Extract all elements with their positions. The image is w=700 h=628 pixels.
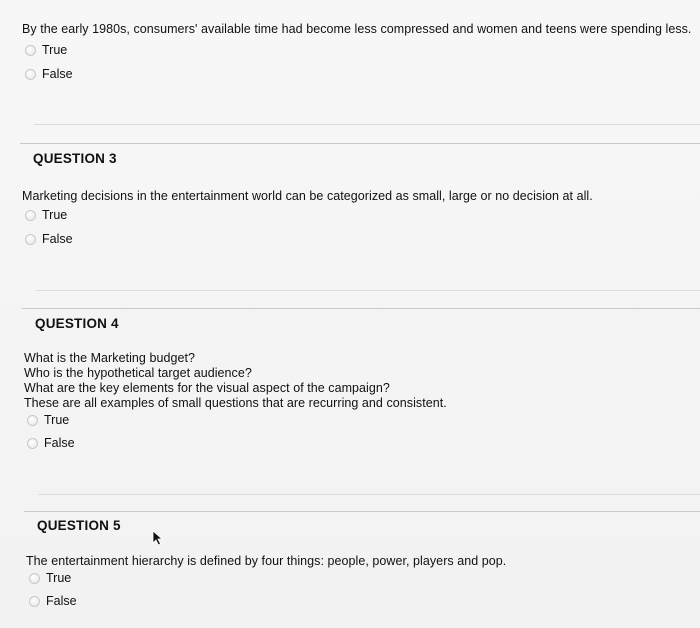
question-4-option-true[interactable]	[27, 413, 69, 427]
question-4-option-false[interactable]	[27, 436, 75, 450]
question-divider	[24, 511, 700, 512]
question-5-header: QUESTION 5	[37, 518, 121, 533]
option-label: False	[46, 594, 77, 608]
option-label: True	[42, 208, 68, 222]
question-divider	[36, 290, 700, 291]
question-5-option-true[interactable]	[29, 571, 71, 585]
radio-button-icon[interactable]	[25, 45, 36, 56]
question-5-text: The entertainment hierarchy is defined by four things: people, power, players and pop.	[26, 554, 507, 568]
option-label: True	[42, 43, 68, 57]
radio-button-icon[interactable]	[29, 573, 40, 584]
radio-button-icon[interactable]	[27, 415, 38, 426]
question-4-text	[24, 351, 694, 411]
question-4-header: QUESTION 4	[35, 316, 119, 331]
option-label: False	[42, 67, 73, 81]
question-divider	[34, 124, 700, 125]
question-4-line: These are all examples of small questions that are recurring and consistent.	[24, 396, 447, 410]
option-label: False	[42, 232, 73, 246]
question-3-option-true[interactable]	[25, 208, 67, 222]
question-2-text: By the early 1980s, consumers' available time had become less compressed and women and teens were spending less.	[22, 22, 692, 36]
radio-button-icon[interactable]	[29, 596, 40, 607]
question-divider	[20, 143, 700, 144]
option-label: True	[44, 413, 70, 427]
question-4-line: Who is the hypothetical target audience?	[24, 366, 252, 380]
option-label: True	[46, 571, 72, 585]
question-3-header: QUESTION 3	[33, 151, 117, 166]
question-divider	[22, 308, 700, 309]
radio-button-icon[interactable]	[25, 69, 36, 80]
mouse-cursor-icon	[150, 530, 164, 546]
question-4-line: What is the Marketing budget?	[24, 351, 195, 365]
question-2-option-true[interactable]	[25, 43, 67, 57]
question-2-option-false[interactable]	[25, 67, 73, 81]
radio-button-icon[interactable]	[27, 438, 38, 449]
question-3-text: Marketing decisions in the entertainment world can be categorized as small, large or no decision at all.	[22, 189, 593, 203]
radio-button-icon[interactable]	[25, 210, 36, 221]
question-3-option-false[interactable]	[25, 232, 73, 246]
question-4-line: What are the key elements for the visual aspect of the campaign?	[24, 381, 390, 395]
radio-button-icon[interactable]	[25, 234, 36, 245]
question-5-option-false[interactable]	[29, 594, 77, 608]
option-label: False	[44, 436, 75, 450]
question-divider	[38, 494, 700, 495]
